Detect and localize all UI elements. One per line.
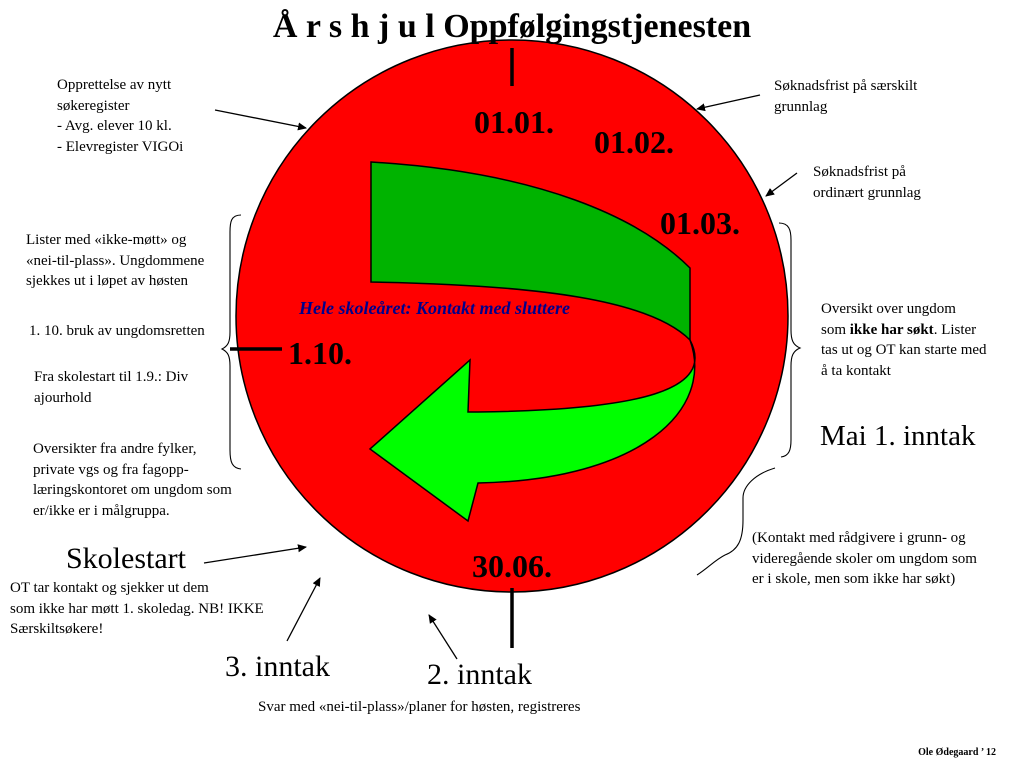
- note-text: som: [821, 321, 850, 338]
- note-opprettelse: [57, 75, 183, 157]
- note-line: å ta kontakt: [821, 362, 891, 379]
- arrow-3-inntak: [287, 578, 320, 641]
- note-line: Søknadsfrist på: [813, 164, 906, 180]
- note-line: Oversikt over ungdom: [821, 301, 956, 317]
- note-line: læringskontoret om ungdom som: [33, 482, 232, 498]
- arrow-soknad-ordinaert: [766, 173, 797, 196]
- note-svar: Svar med «nei-til-plass»/planer for høsten, registreres: [258, 699, 581, 715]
- label-mai-inntak: Mai 1. inntak: [820, 420, 976, 452]
- note-skolestart-ajourhold: [34, 367, 188, 408]
- note-kontakt: [752, 528, 977, 590]
- note-lister: [26, 230, 204, 292]
- note-line: som ikke har møtt 1. skoledag. NB! IKKE: [10, 600, 264, 617]
- note-line: OT tar kontakt og sjekker ut dem: [10, 580, 209, 596]
- note-line: Oversikter fra andre fylker,: [33, 441, 197, 457]
- note-line: private vgs og fra fagopp-: [33, 461, 189, 478]
- note-line: - Avg. elever 10 kl.: [57, 118, 172, 134]
- arrow-2-inntak: [429, 615, 457, 659]
- note-bruk-ungdomsretten: 1. 10. bruk av ungdomsretten: [29, 323, 205, 339]
- note-line: er i skole, men som ikke har søkt): [752, 571, 956, 587]
- date-mar: 01.03.: [660, 205, 740, 241]
- note-line: sjekkes ut i løpet av høsten: [26, 273, 189, 289]
- page-title: Å r s h j u l Oppfølgingstjenesten: [272, 8, 752, 45]
- arrow-opprettelse: [215, 110, 306, 128]
- note-line: Fra skolestart til 1.9.: Div: [34, 369, 189, 385]
- label-3-inntak: 3. inntak: [225, 650, 330, 683]
- arrow-skolestart: [204, 547, 306, 563]
- label-skolestart: Skolestart: [66, 542, 186, 575]
- note-line: er/ikke er i målgruppa.: [33, 502, 170, 519]
- date-jan: 01.01.: [474, 104, 554, 140]
- note-soknad-saerskilt: [774, 76, 917, 117]
- note-line: [821, 320, 987, 341]
- note-line: ajourhold: [34, 389, 92, 406]
- date-feb: 01.02.: [594, 124, 674, 160]
- note-soknad-ordinaert: [813, 162, 921, 203]
- note-line: Søknadsfrist på særskilt: [774, 78, 918, 94]
- note-oversikt-ungdom: [821, 299, 987, 381]
- note-ot-kontakt: [10, 578, 264, 640]
- note-line: grunnlag: [774, 98, 828, 115]
- note-bold-text: ikke har søkt: [849, 321, 934, 338]
- note-text: . Lister: [933, 321, 977, 338]
- note-line: søkeregister: [57, 97, 130, 114]
- note-line: tas ut og OT kan starte med: [821, 342, 987, 358]
- note-line: Opprettelse av nytt: [57, 77, 172, 93]
- note-line: ordinært grunnlag: [813, 184, 921, 201]
- note-oversikter-andre: [33, 439, 232, 521]
- date-oct: 1.10.: [288, 335, 352, 371]
- date-jun: 30.06.: [472, 548, 552, 584]
- note-line: - Elevregister VIGOi: [57, 138, 184, 155]
- wheel-center-text: Hele skoleåret: Kontakt med sluttere: [299, 298, 570, 318]
- label-2-inntak: 2. inntak: [427, 658, 532, 691]
- note-line: Særskiltsøkere!: [10, 621, 104, 637]
- arrow-soknad-saerskilt: [697, 95, 760, 109]
- note-line: Lister med «ikke-møtt» og: [26, 232, 187, 248]
- note-line: videregående skoler om ungdom som: [752, 550, 977, 567]
- note-line: «nei-til-plass». Ungdommene: [26, 252, 205, 269]
- note-line: (Kontakt med rådgivere i grunn- og: [752, 530, 966, 546]
- author-credit: Ole Ødegaard ’ 12: [918, 747, 996, 758]
